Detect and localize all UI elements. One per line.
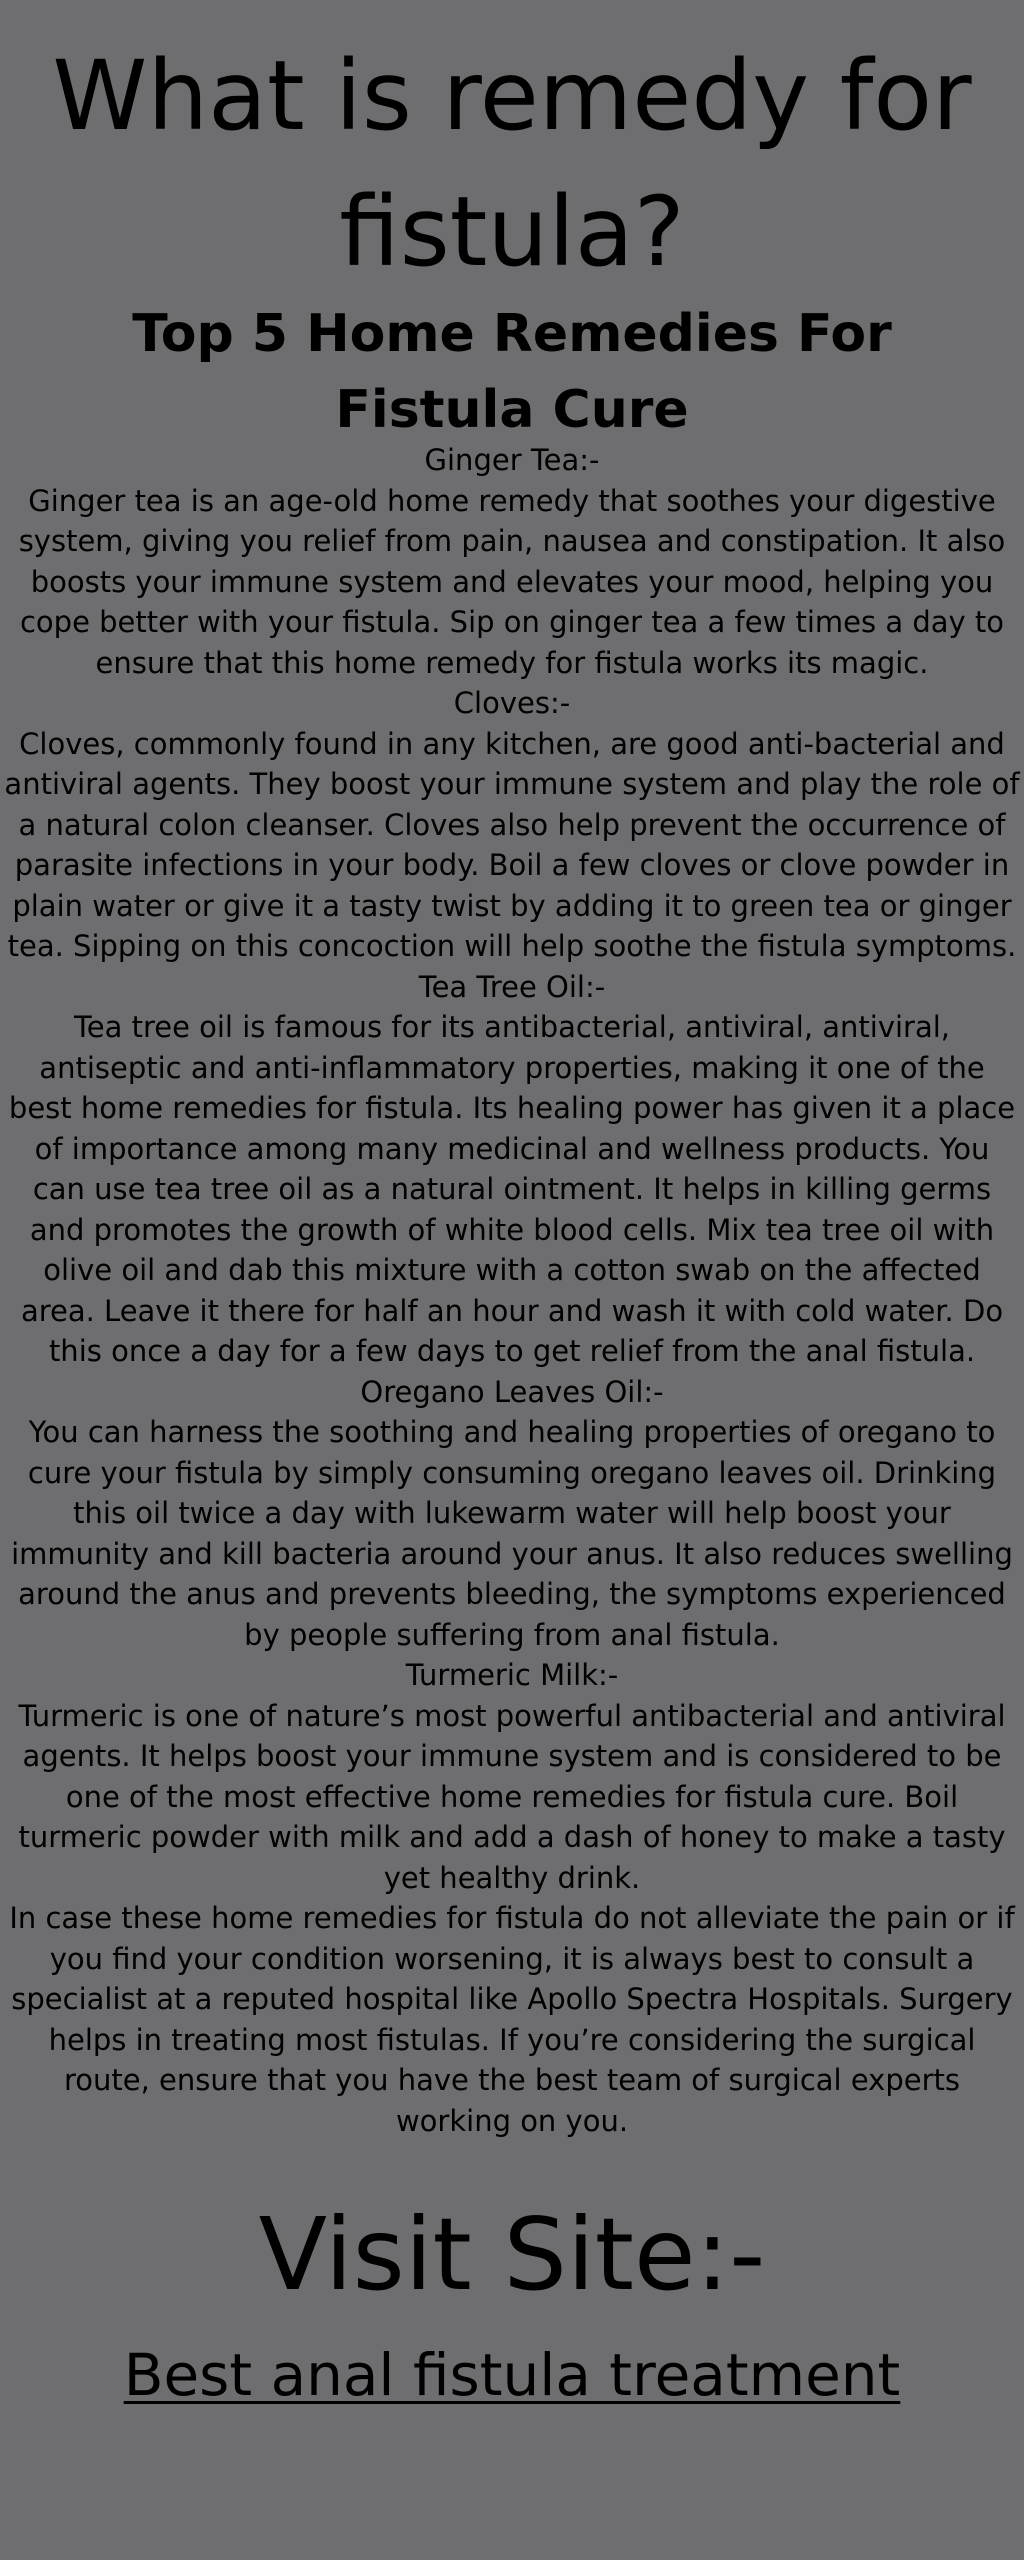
section-heading-ginger-tea: Ginger Tea:- <box>424 443 600 477</box>
treatment-link-container <box>0 2335 1024 2415</box>
section-heading-tea-tree-oil: Tea Tree Oil:- <box>418 969 606 1004</box>
section-heading-cloves: Cloves:- <box>453 686 571 720</box>
section-text-oregano-leaves-oil: You can harness the soothing and healing properties of oregano to cure your fistula by simply consuming oregano leaves oil. Drinking this oil twice a day with lukewarm water will help boost your immunity and kill bacteria around your anus. It also reduces swelling around the anus and prevents bleeding, the symptoms experienced by people suffering from anal fistula. <box>11 1415 1013 1652</box>
page-subtitle: Top 5 Home Remedies For Fistula Cure <box>132 304 892 440</box>
closing-paragraph: In case these home remedies for fistula do not alleviate the pain or if you find your condition worsening, it is always best to consult a specialist at a reputed hospital like Apollo Spectra Hospitals. Surgery helps in treating most fistulas. If you’re considering the surgical route, ensure that you have the best team of surgical experts working on you. <box>9 1901 1015 2138</box>
page-title: What is remedy for fistula? <box>52 40 972 288</box>
section-heading-turmeric-milk: Turmeric Milk:- <box>405 1658 619 1692</box>
section-text-cloves: Cloves, commonly found in any kitchen, are good anti-bacterial and antiviral agents. They boost your immune system and play the role of a natural colon cleanser. Cloves also help prevent the occurrence of parasite infections in your body. Boil a few cloves or clove powder in plain water or give it a tasty twist by adding it to green tea or ginger tea. Sipping on this concoction will help soothe the fistula symptoms. <box>4 726 1020 963</box>
section-heading-oregano-leaves-oil: Oregano Leaves Oil:- <box>360 1374 664 1409</box>
section-text-tea-tree-oil: Tea tree oil is famous for its antibacterial, antiviral, antiviral, antiseptic and anti-inflammatory properties, making it one of the best home remedies for fistula. Its healing power has given it a place of importance among many medicinal and wellness products. You can use tea tree oil as a natural ointment. It helps in killing germs and promotes the growth of white blood cells. Mix tea tree oil with olive oil and dab this mixture with a cotton swab on the affected area. Leave it there for half an hour and wash it with cold water. Do this once a day for a few days to get relief from the anal fistula. <box>8 1010 1016 1368</box>
visit-site-label: Visit Site:- <box>258 2196 766 2313</box>
section-text-turmeric-milk: Turmeric is one of nature’s most powerful antibacterial and antiviral agents. It helps boost your immune system and is considered to be one of the most effective home remedies for fistula cure. Boil turmeric powder with milk and add a dash of honey to make a tasty yet healthy drink. <box>18 1698 1006 1895</box>
section-text-ginger-tea: Ginger tea is an age-old home remedy that soothes your digestive system, giving you relief from pain, nausea and constipation. It also boosts your immune system and elevates your mood, helping you cope better with your fistula. Sip on ginger tea a few times a day to ensure that this home remedy for fistula works its magic. <box>18 483 1006 680</box>
treatment-link[interactable]: Best anal fistula treatment <box>123 2341 901 2409</box>
article-body <box>0 440 1024 2141</box>
